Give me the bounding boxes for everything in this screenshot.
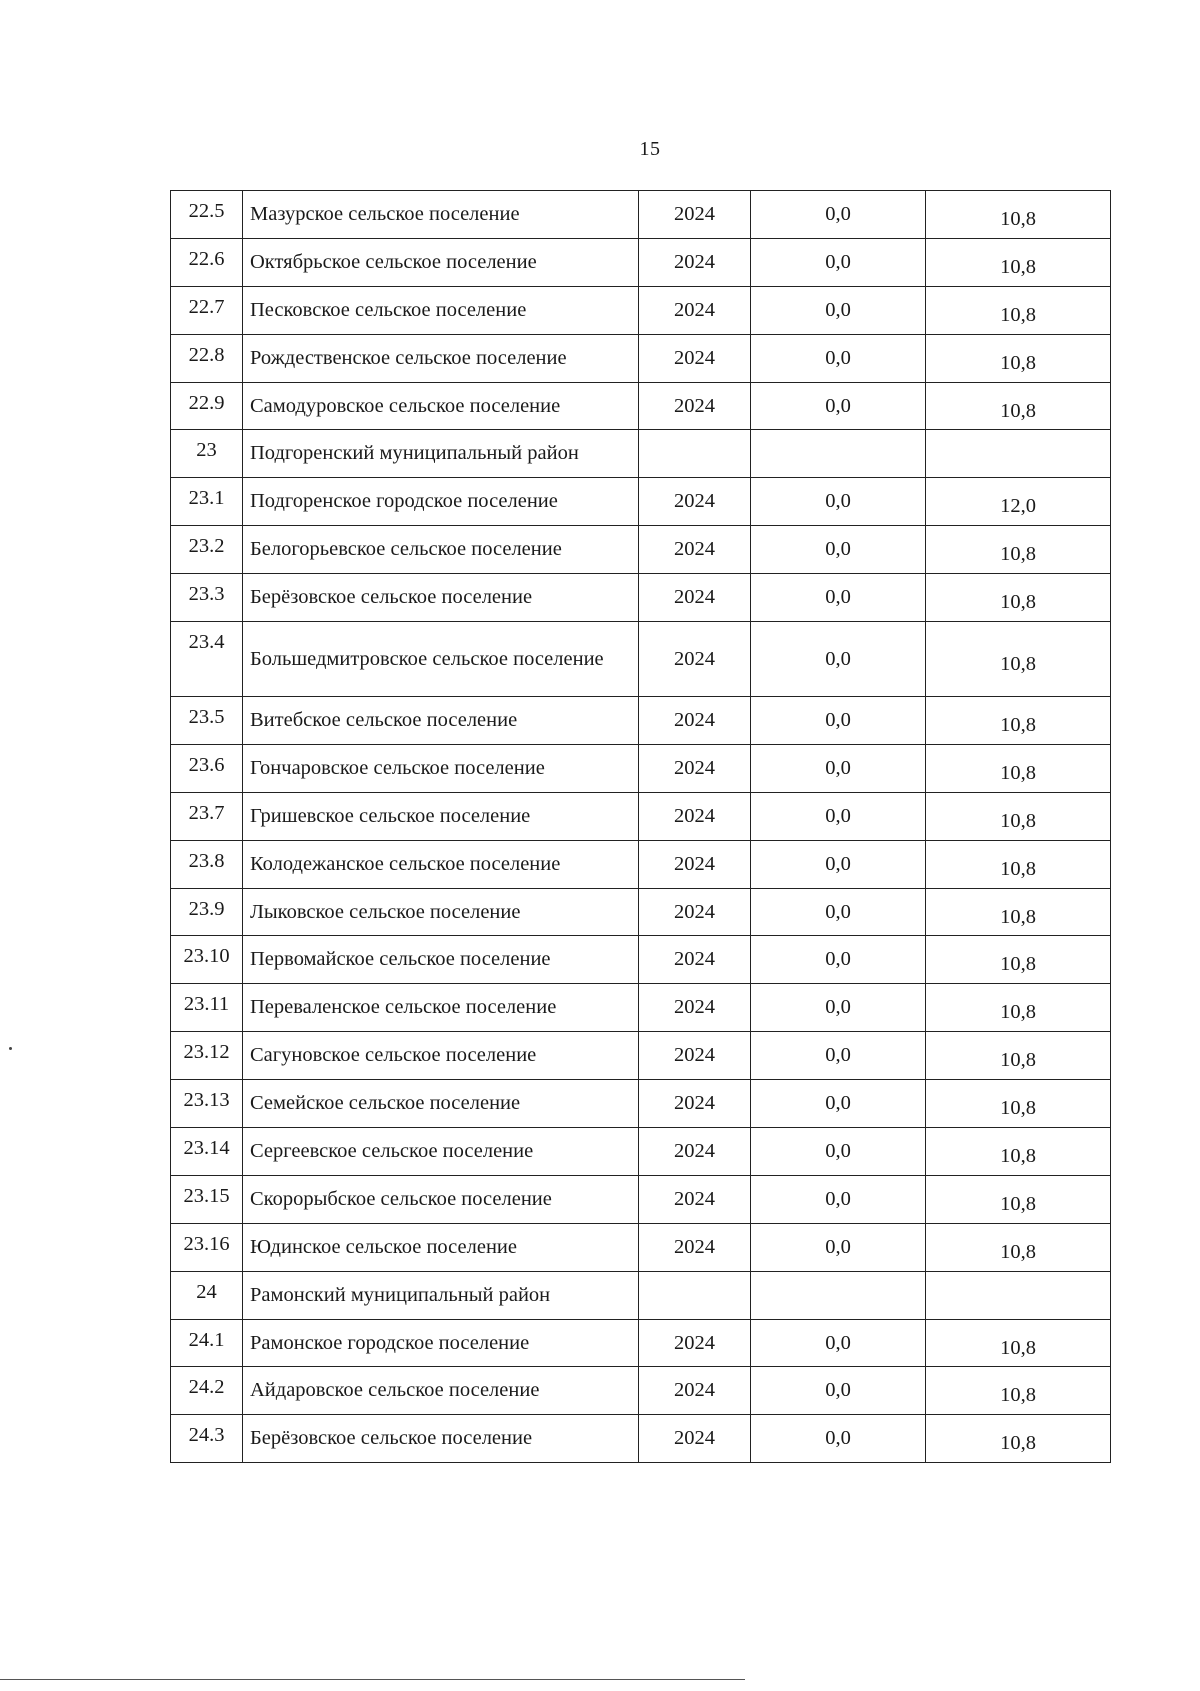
year-cell: 2024 — [639, 697, 751, 745]
year-cell: 2024 — [639, 191, 751, 239]
table-row — [171, 1032, 1111, 1080]
row-number: 23.5 — [171, 697, 243, 745]
value-cell-1 — [751, 1271, 926, 1319]
settlement-name: Юдинское сельское поселение — [243, 1223, 639, 1271]
value-cell-1: 0,0 — [751, 191, 926, 239]
value-cell-2: 10,8 — [926, 1032, 1111, 1080]
value-cell-1: 0,0 — [751, 1223, 926, 1271]
row-number: 23.9 — [171, 888, 243, 936]
row-number: 24.1 — [171, 1319, 243, 1367]
value-cell-1: 0,0 — [751, 574, 926, 622]
year-cell: 2024 — [639, 1080, 751, 1128]
row-number: 23.7 — [171, 792, 243, 840]
year-cell: 2024 — [639, 936, 751, 984]
settlement-name: Переваленское сельское поселение — [243, 984, 639, 1032]
settlement-name: Скорорыбское сельское поселение — [243, 1175, 639, 1223]
value-cell-2: 10,8 — [926, 744, 1111, 792]
settlement-name: Семейское сельское поселение — [243, 1080, 639, 1128]
page-number: 15 — [639, 138, 661, 160]
bottom-rule — [0, 1679, 745, 1680]
value-cell-2: 10,8 — [926, 936, 1111, 984]
value-cell-2: 10,8 — [926, 697, 1111, 745]
settlement-name: Песковское сельское поселение — [243, 286, 639, 334]
year-cell — [639, 1271, 751, 1319]
row-number: 22.6 — [171, 238, 243, 286]
settlement-name: Рамонский муниципальный район — [243, 1271, 639, 1319]
value-cell-1: 0,0 — [751, 478, 926, 526]
settlement-name: Лыковское сельское поселение — [243, 888, 639, 936]
year-cell — [639, 430, 751, 478]
settlement-name: Сергеевское сельское поселение — [243, 1128, 639, 1176]
table-row — [171, 1128, 1111, 1176]
year-cell: 2024 — [639, 840, 751, 888]
row-number: 24.3 — [171, 1415, 243, 1463]
row-number: 23.14 — [171, 1128, 243, 1176]
value-cell-1: 0,0 — [751, 1175, 926, 1223]
table-row — [171, 238, 1111, 286]
value-cell-2: 10,8 — [926, 286, 1111, 334]
settlement-name: Белогорьевское сельское поселение — [243, 526, 639, 574]
settlement-name: Рамонское городское поселение — [243, 1319, 639, 1367]
year-cell: 2024 — [639, 1367, 751, 1415]
row-number: 23.15 — [171, 1175, 243, 1223]
table-row — [171, 1271, 1111, 1319]
row-number: 23.11 — [171, 984, 243, 1032]
value-cell-1: 0,0 — [751, 1080, 926, 1128]
value-cell-1: 0,0 — [751, 526, 926, 574]
value-cell-2: 10,8 — [926, 1080, 1111, 1128]
table-row — [171, 1319, 1111, 1367]
row-number: 22.7 — [171, 286, 243, 334]
value-cell-2: 10,8 — [926, 1128, 1111, 1176]
row-number: 23 — [171, 430, 243, 478]
table-row — [171, 382, 1111, 430]
value-cell-2: 10,8 — [926, 622, 1111, 697]
value-cell-1: 0,0 — [751, 1032, 926, 1080]
row-number: 23.3 — [171, 574, 243, 622]
settlement-name: Подгоренский муниципальный район — [243, 430, 639, 478]
year-cell: 2024 — [639, 1319, 751, 1367]
value-cell-2: 10,8 — [926, 574, 1111, 622]
table-row — [171, 1175, 1111, 1223]
value-cell-2: 10,8 — [926, 1415, 1111, 1463]
row-number: 24.2 — [171, 1367, 243, 1415]
table-row — [171, 984, 1111, 1032]
value-cell-1: 0,0 — [751, 888, 926, 936]
year-cell: 2024 — [639, 478, 751, 526]
value-cell-1: 0,0 — [751, 238, 926, 286]
value-cell-2: 10,8 — [926, 382, 1111, 430]
value-cell-1: 0,0 — [751, 334, 926, 382]
row-number: 23.8 — [171, 840, 243, 888]
table-body — [171, 191, 1111, 1463]
year-cell: 2024 — [639, 984, 751, 1032]
value-cell-1: 0,0 — [751, 1319, 926, 1367]
value-cell-2: 10,8 — [926, 1319, 1111, 1367]
table-row — [171, 622, 1111, 697]
year-cell: 2024 — [639, 382, 751, 430]
settlement-name: Витебское сельское поселение — [243, 697, 639, 745]
year-cell: 2024 — [639, 238, 751, 286]
value-cell-1: 0,0 — [751, 622, 926, 697]
year-cell: 2024 — [639, 1032, 751, 1080]
row-number: 24 — [171, 1271, 243, 1319]
value-cell-1: 0,0 — [751, 984, 926, 1032]
year-cell: 2024 — [639, 334, 751, 382]
value-cell-1: 0,0 — [751, 382, 926, 430]
value-cell-1: 0,0 — [751, 936, 926, 984]
settlement-name: Большедмитровское сельское поселение — [243, 622, 639, 697]
table-row — [171, 1415, 1111, 1463]
table-row — [171, 574, 1111, 622]
value-cell-2: 10,8 — [926, 334, 1111, 382]
value-cell-1: 0,0 — [751, 1415, 926, 1463]
value-cell-2: 10,8 — [926, 1175, 1111, 1223]
table-row — [171, 697, 1111, 745]
value-cell-1: 0,0 — [751, 792, 926, 840]
table-row — [171, 936, 1111, 984]
table-row — [171, 792, 1111, 840]
table-row — [171, 1223, 1111, 1271]
year-cell: 2024 — [639, 1175, 751, 1223]
value-cell-1: 0,0 — [751, 286, 926, 334]
value-cell-2: 12,0 — [926, 478, 1111, 526]
year-cell: 2024 — [639, 622, 751, 697]
year-cell: 2024 — [639, 1223, 751, 1271]
value-cell-2: 10,8 — [926, 1223, 1111, 1271]
value-cell-1: 0,0 — [751, 1367, 926, 1415]
row-number: 22.5 — [171, 191, 243, 239]
settlement-name: Гончаровское сельское поселение — [243, 744, 639, 792]
row-number: 23.12 — [171, 1032, 243, 1080]
table-row — [171, 888, 1111, 936]
value-cell-2 — [926, 1271, 1111, 1319]
row-number: 23.2 — [171, 526, 243, 574]
row-number: 23.6 — [171, 744, 243, 792]
settlement-name: Подгоренское городское поселение — [243, 478, 639, 526]
table-row — [171, 840, 1111, 888]
table-row — [171, 744, 1111, 792]
year-cell: 2024 — [639, 286, 751, 334]
value-cell-2 — [926, 430, 1111, 478]
value-cell-1: 0,0 — [751, 744, 926, 792]
settlements-table — [170, 190, 1111, 1463]
value-cell-2: 10,8 — [926, 238, 1111, 286]
year-cell: 2024 — [639, 574, 751, 622]
settlement-name: Первомайское сельское поселение — [243, 936, 639, 984]
settlement-name: Самодуровское сельское поселение — [243, 382, 639, 430]
row-number: 22.9 — [171, 382, 243, 430]
scan-mark — [9, 1047, 12, 1050]
row-number: 22.8 — [171, 334, 243, 382]
settlement-name: Мазурское сельское поселение — [243, 191, 639, 239]
row-number: 23.4 — [171, 622, 243, 697]
value-cell-1 — [751, 430, 926, 478]
row-number: 23.16 — [171, 1223, 243, 1271]
settlement-name: Гришевское сельское поселение — [243, 792, 639, 840]
table-row — [171, 1367, 1111, 1415]
value-cell-2: 10,8 — [926, 1367, 1111, 1415]
table-row — [171, 1080, 1111, 1128]
value-cell-2: 10,8 — [926, 526, 1111, 574]
row-number: 23.10 — [171, 936, 243, 984]
settlement-name: Сагуновское сельское поселение — [243, 1032, 639, 1080]
value-cell-1: 0,0 — [751, 1128, 926, 1176]
year-cell: 2024 — [639, 888, 751, 936]
table-row — [171, 430, 1111, 478]
table-row — [171, 478, 1111, 526]
value-cell-2: 10,8 — [926, 191, 1111, 239]
row-number: 23.1 — [171, 478, 243, 526]
table-row — [171, 286, 1111, 334]
value-cell-2: 10,8 — [926, 888, 1111, 936]
value-cell-2: 10,8 — [926, 984, 1111, 1032]
year-cell: 2024 — [639, 792, 751, 840]
settlement-name: Айдаровское сельское поселение — [243, 1367, 639, 1415]
settlement-name: Рождественское сельское поселение — [243, 334, 639, 382]
year-cell: 2024 — [639, 1128, 751, 1176]
row-number: 23.13 — [171, 1080, 243, 1128]
year-cell: 2024 — [639, 744, 751, 792]
settlement-name: Октябрьское сельское поселение — [243, 238, 639, 286]
table-row — [171, 526, 1111, 574]
value-cell-2: 10,8 — [926, 840, 1111, 888]
table-row — [171, 334, 1111, 382]
value-cell-1: 0,0 — [751, 697, 926, 745]
settlement-name: Берёзовское сельское поселение — [243, 1415, 639, 1463]
value-cell-1: 0,0 — [751, 840, 926, 888]
table-row — [171, 191, 1111, 239]
year-cell: 2024 — [639, 526, 751, 574]
value-cell-2: 10,8 — [926, 792, 1111, 840]
settlement-name: Берёзовское сельское поселение — [243, 574, 639, 622]
settlement-name: Колодежанское сельское поселение — [243, 840, 639, 888]
year-cell: 2024 — [639, 1415, 751, 1463]
